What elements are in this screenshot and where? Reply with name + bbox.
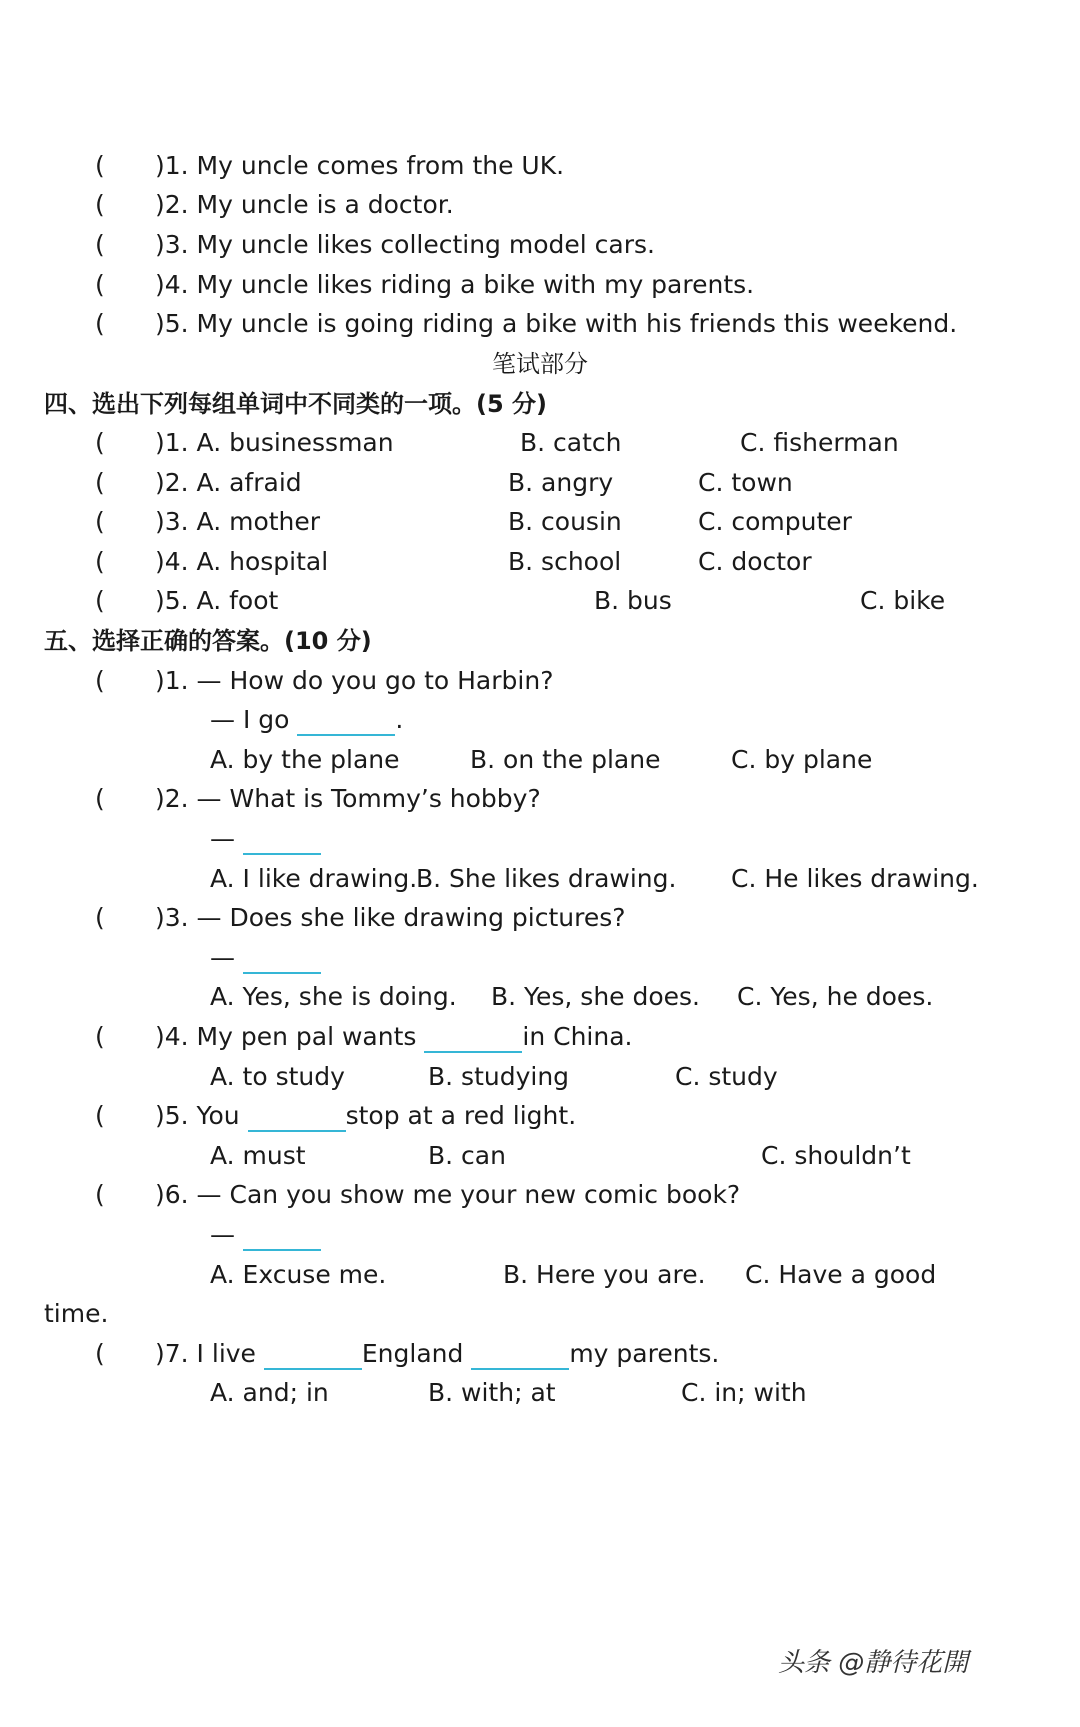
option-a: )4. A. hospital xyxy=(155,547,329,576)
reply-dash: — xyxy=(210,943,235,972)
reply-line xyxy=(210,703,403,737)
answer-paren: ( xyxy=(95,230,105,259)
option-a: A. by the plane xyxy=(210,745,400,774)
stem-prefix: )4. My pen pal wants xyxy=(155,1022,425,1051)
stem-suffix: stop at a red light. xyxy=(345,1101,577,1130)
listening-item: )3. My uncle likes collecting model cars. xyxy=(155,230,655,259)
option-b: B. catch xyxy=(520,428,622,457)
option-c: C. in; with xyxy=(681,1378,807,1407)
option-a: A. I like drawing. xyxy=(210,864,418,893)
answer-paren: ( xyxy=(95,151,105,180)
answer-paren: ( xyxy=(95,1022,105,1051)
answer-paren: ( xyxy=(95,428,105,457)
option-b: B. bus xyxy=(594,586,672,615)
answer-paren: ( xyxy=(95,468,105,497)
option-b: B. Here you are. xyxy=(503,1260,706,1289)
stem-suffix: in China. xyxy=(522,1022,633,1051)
option-c: C. Yes, he does. xyxy=(737,982,934,1011)
option-b: B. with; at xyxy=(428,1378,556,1407)
listening-item: )4. My uncle likes riding a bike with my parents. xyxy=(155,270,755,299)
watermark: 头条 @静待花開 xyxy=(778,1648,969,1678)
answer-paren: ( xyxy=(95,507,105,536)
option-b: B. school xyxy=(508,547,622,576)
stem-prefix: )7. I live xyxy=(155,1339,264,1368)
answer-blank[interactable] xyxy=(471,1340,569,1370)
answer-paren: ( xyxy=(95,309,105,338)
question-stem xyxy=(155,1020,632,1054)
option-a: )1. A. businessman xyxy=(155,428,394,457)
answer-blank[interactable] xyxy=(248,1102,346,1132)
option-a: A. to study xyxy=(210,1062,345,1091)
option-b: B. on the plane xyxy=(470,745,661,774)
answer-blank[interactable] xyxy=(264,1340,362,1370)
answer-paren: ( xyxy=(95,666,105,695)
stem-prefix: )5. You xyxy=(155,1101,248,1130)
answer-blank[interactable] xyxy=(243,944,321,974)
question-stem: )2. — What is Tommy’s hobby? xyxy=(155,784,541,813)
option-c: C. Have a good xyxy=(745,1260,937,1289)
question-stem: )3. — Does she like drawing pictures? xyxy=(155,903,626,932)
option-b: B. angry xyxy=(508,468,614,497)
option-b: B. Yes, she does. xyxy=(491,982,701,1011)
option-c: C. He likes drawing. xyxy=(731,864,979,893)
question-stem xyxy=(155,1099,576,1133)
option-a: A. and; in xyxy=(210,1378,329,1407)
option-c-continuation: time. xyxy=(44,1299,109,1328)
option-a: A. Excuse me. xyxy=(210,1260,387,1289)
written-section-title: 笔试部分 xyxy=(492,350,588,378)
answer-paren: ( xyxy=(95,190,105,219)
option-b: B. studying xyxy=(428,1062,570,1091)
reply-line xyxy=(210,822,321,856)
option-b: B. cousin xyxy=(508,507,622,536)
option-a: )5. A. foot xyxy=(155,586,279,615)
reply-line xyxy=(210,1218,321,1252)
option-b: B. can xyxy=(428,1141,506,1170)
answer-paren: ( xyxy=(95,784,105,813)
answer-paren: ( xyxy=(95,586,105,615)
question-stem: )6. — Can you show me your new comic book? xyxy=(155,1180,741,1209)
option-c: C. fisherman xyxy=(740,428,899,457)
option-c: C. shouldn’t xyxy=(761,1141,911,1170)
option-c: C. bike xyxy=(860,586,946,615)
option-b: B. She likes drawing. xyxy=(416,864,677,893)
answer-paren: ( xyxy=(95,903,105,932)
listening-item: )5. My uncle is going riding a bike with his friends this weekend. xyxy=(155,309,958,338)
reply-dash: — xyxy=(210,1220,235,1249)
answer-blank[interactable] xyxy=(297,706,395,736)
answer-paren: ( xyxy=(95,270,105,299)
answer-blank[interactable] xyxy=(424,1023,522,1053)
reply-prefix: — I go xyxy=(210,705,298,734)
option-a: )3. A. mother xyxy=(155,507,321,536)
stem-suffix: my parents. xyxy=(569,1339,720,1368)
reply-line xyxy=(210,941,321,975)
answer-paren: ( xyxy=(95,1101,105,1130)
stem-middle: England xyxy=(361,1339,472,1368)
option-a: A. must xyxy=(210,1141,306,1170)
reply-dash: — xyxy=(210,824,235,853)
reply-suffix: . xyxy=(395,705,404,734)
answer-blank[interactable] xyxy=(243,825,321,855)
question-stem: )1. — How do you go to Harbin? xyxy=(155,666,554,695)
option-c: C. computer xyxy=(698,507,852,536)
option-c: C. town xyxy=(698,468,793,497)
section4-title: 四、选出下列每组单词中不同类的一项。(5 分) xyxy=(44,390,547,418)
section5-title: 五、选择正确的答案。(10 分) xyxy=(44,627,372,655)
question-stem xyxy=(155,1337,719,1371)
option-c: C. by plane xyxy=(731,745,873,774)
option-a: A. Yes, she is doing. xyxy=(210,982,457,1011)
option-c: C. doctor xyxy=(698,547,812,576)
option-c: C. study xyxy=(675,1062,778,1091)
option-a: )2. A. afraid xyxy=(155,468,302,497)
answer-paren: ( xyxy=(95,1339,105,1368)
listening-item: )1. My uncle comes from the UK. xyxy=(155,151,565,180)
answer-blank[interactable] xyxy=(243,1221,321,1251)
answer-paren: ( xyxy=(95,547,105,576)
answer-paren: ( xyxy=(95,1180,105,1209)
listening-item: )2. My uncle is a doctor. xyxy=(155,190,454,219)
